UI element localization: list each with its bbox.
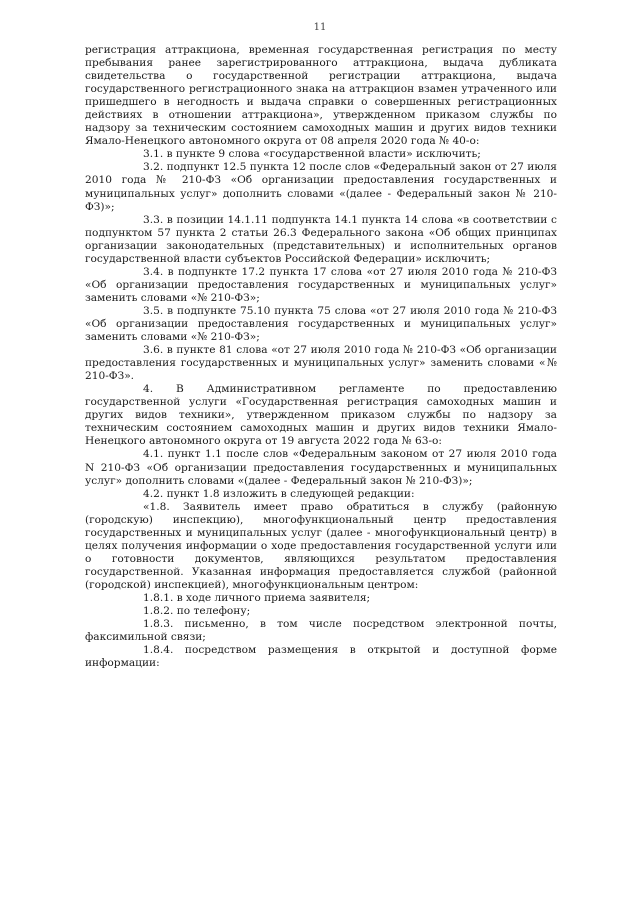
paragraph-continuation: регистрация аттракциона, временная государственная регистрация по месту пребывания ранее зарегистрированного аттракциона, выдача дубликата свидетельства о государственной регистрации аттракциона, выдача государственного регистрационного знака на аттракцион взамен утраченного или пришедшего в негодность и выдача справки о совершенных регистрационных действиях в отношении аттракциона», утвержденном приказом службы по надзору за техническим состоянием самоходных машин и других видов техники Ямало-Ненецкого автономного округа от 08 апреля 2020 года № 40-о:	[85, 44, 557, 148]
paragraph-3-1: 3.1. в пункте 9 слова «государственной власти» исключить;	[143, 148, 481, 161]
document-body	[85, 44, 557, 670]
page-number: 11	[313, 22, 327, 33]
paragraph-3-3: 3.3. в позиции 14.1.11 подпункта 14.1 пункта 14 слова «в соответствии с подпунктом 57 пункта 2 статьи 26.3 Федерального закона «Об общих принципах организации законодательных (представительных) и исполнительных органов государственной власти субъектов Российской Федерации» исключить;	[85, 213, 557, 265]
paragraph-4-2: 4.2. пункт 1.8 изложить в следующей редакции:	[143, 487, 415, 500]
paragraph-1-8-3: 1.8.3. письменно, в том числе посредством электронной почты, факсимильной связи;	[85, 618, 557, 644]
paragraph-1-8: «1.8. Заявитель имеет право обратиться в службу (районную (городскую) инспекцию), многофункциональный центр предоставления государственных и муниципальных услуг (далее - многофункциональный центр) в целях получения информации о ходе предоставления государственной услуги или о готовности документов, являющихся результатом предоставления государственной. Указанная информация предоставляется службой (районной (городской) инспекцией), многофункциональным центром:	[85, 500, 557, 591]
paragraph-3-2: 3.2. подпункт 12.5 пункта 12 после слов «Федеральный закон от 27 июля 2010 года № 210-ФЗ «Об организации предоставления государственных и муниципальных услуг» дополнить словами «(далее - Федеральный закон № 210-ФЗ)»;	[85, 161, 557, 213]
paragraph-3-6: 3.6. в пункте 81 слова «от 27 июля 2010 года № 210-ФЗ «Об организации предоставления государственных и муниципальных услуг» заменить словами «№ 210-ФЗ».	[85, 344, 557, 383]
paragraph-3-5: 3.5. в подпункте 75.10 пункта 75 слова «от 27 июля 2010 года № 210-ФЗ «Об организации предоставления государственных и муниципальных услуг» заменить словами «№ 210-ФЗ»;	[85, 304, 557, 344]
paragraph-4-1: 4.1. пункт 1.1 после слов «Федеральным законом от 27 июля 2010 года N 210-ФЗ «Об организации предоставления государственных и муниципальных услуг» дополнить словами «(далее - Федеральный закон № 210-ФЗ)»;	[85, 448, 557, 487]
paragraph-4: 4. В Административном регламенте по предоставлению государственной услуги «Государственная регистрация самоходных машин и других видов техники», утвержденном приказом службы по надзору за техническим состоянием самоходных машин и других видов техники Ямало-Ненецкого автономного округа от 19 августа 2022 года № 63-о:	[85, 383, 557, 448]
paragraph-1-8-1: 1.8.1. в ходе личного приема заявителя;	[143, 591, 371, 604]
paragraph-1-8-4: 1.8.4. посредством размещения в открытой и доступной форме информации:	[85, 644, 557, 670]
paragraph-1-8-2: 1.8.2. по телефону;	[143, 605, 251, 618]
paragraph-3-4: 3.4. в подпункте 17.2 пункта 17 слова «от 27 июля 2010 года № 210-ФЗ «Об организации предоставления государственных и муниципальных услуг» заменить словами «№ 210-ФЗ»;	[85, 265, 557, 304]
